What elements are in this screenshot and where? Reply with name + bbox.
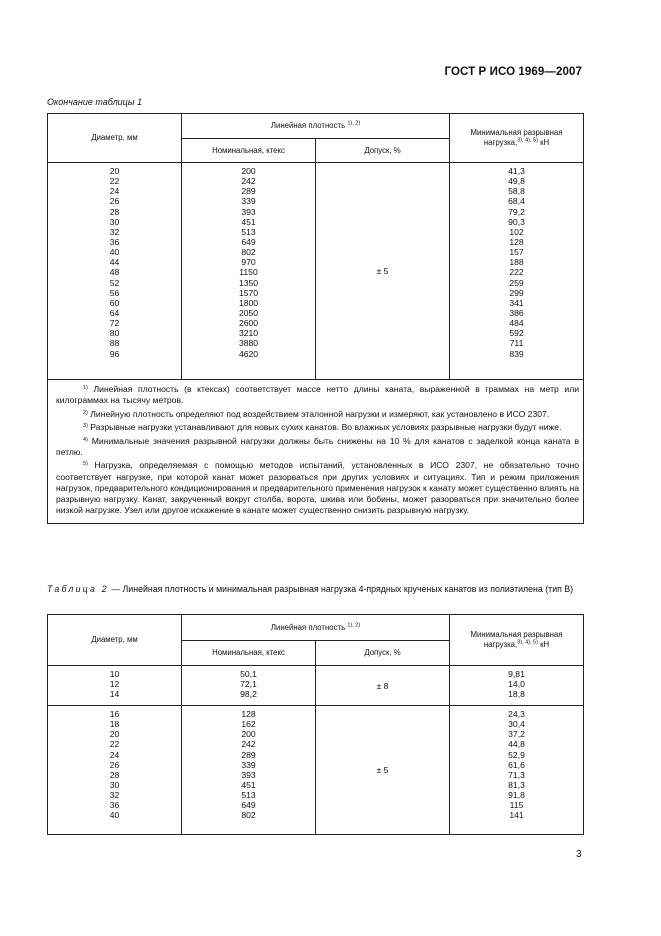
table-cell: 115 (509, 800, 524, 811)
table-cell: 24,3 (508, 709, 525, 719)
table-cell: 28 (109, 206, 120, 217)
table-cell: 60 (109, 297, 120, 308)
table1 (47, 113, 584, 524)
table-cell: 30 (109, 216, 120, 227)
table-cell: 299 (509, 287, 524, 298)
table-cell: 128 (509, 236, 524, 247)
table-cell: 102 (509, 226, 524, 237)
table-cell: 157 (509, 247, 524, 258)
table-cell: 10 (109, 669, 120, 679)
table1-header-diameter: Диаметр, мм (48, 114, 182, 163)
table-cell: 802 (241, 810, 256, 821)
table-cell: 64 (109, 307, 120, 318)
table-cell: 188 (509, 257, 524, 268)
table-cell: 44,8 (508, 739, 525, 750)
table2-group1-diameter-column (48, 666, 182, 706)
table-cell: 339 (241, 196, 256, 207)
table-cell: 20 (109, 729, 120, 740)
table2-header-min-load: Минимальная разрывная нагрузка,$^{3), 4), 5)}$ кН (450, 615, 584, 666)
table-cell: 26 (109, 759, 120, 770)
table-cell: 200 (241, 166, 256, 176)
table2-group1-tolerance-cell: ± 8 (316, 666, 450, 706)
table-cell: 3880 (238, 338, 259, 349)
table1-header-min-load: Минимальная разрывная нагрузка,$^{3), 4), 5)}$ кН (450, 114, 584, 163)
table-cell: 80 (109, 328, 120, 339)
table-cell: 1150 (239, 267, 258, 278)
table-cell: 18 (109, 719, 120, 730)
table1-header-linear-density: Линейная плотность $^{1), 2)}$ (182, 114, 450, 139)
table-cell: 1800 (238, 297, 259, 308)
table-cell: 22 (109, 739, 120, 750)
table-cell: 711 (509, 338, 524, 349)
table-cell: 81,3 (508, 779, 525, 790)
table-cell: 68,4 (508, 196, 525, 207)
table1-diameter-column (48, 163, 182, 380)
table-cell: 16 (109, 709, 120, 719)
footnote: $^{1)}$ Линейная плотность (в ктексах) соответствует массе нетто длины каната, выраженной в граммах на метр или килограммах на тысячу метров. (56, 384, 580, 406)
table-cell: 44 (109, 257, 120, 268)
footnote: $^{4)}$ Минимальные значения разрывной нагрузки должны быть снижены на 10 % для канатов с заделкой конца каната в петлю. (56, 435, 580, 457)
table-cell: 242 (241, 176, 256, 187)
table-cell: 339 (241, 759, 256, 770)
table-cell: 72,1 (240, 679, 257, 690)
table-cell: 96 (109, 348, 120, 359)
table-cell: 649 (241, 236, 256, 247)
table-cell: 12 (109, 679, 120, 690)
table1-footnotes (48, 380, 584, 524)
table-cell: 20 (109, 166, 120, 176)
table1-header-nominal: Номинальная, ктекс (182, 139, 316, 163)
table-cell: 24 (109, 749, 120, 760)
table-cell: 141 (509, 810, 524, 821)
table2-header-nominal: Номинальная, ктекс (182, 641, 316, 666)
table-cell: 393 (241, 206, 256, 217)
table-cell: 32 (109, 790, 120, 801)
table-cell: 30,4 (508, 719, 525, 730)
table-cell: 88 (109, 338, 120, 349)
table2-header-diameter: Диаметр, мм (48, 615, 182, 666)
table-cell: 30 (109, 779, 120, 790)
table-cell: 970 (241, 257, 256, 268)
table-cell: 649 (241, 800, 256, 811)
table-cell: 18,8 (508, 689, 525, 700)
standard-designation: ГОСТ Р ИСО 1969—2007 (444, 66, 582, 78)
table-cell: 49,8 (508, 176, 525, 187)
table-cell: 98,2 (240, 689, 257, 700)
table-cell: 341 (509, 297, 524, 308)
table-cell: 3210 (238, 328, 259, 339)
table-cell: 2600 (238, 318, 259, 329)
table-cell: 4620 (238, 348, 259, 359)
table-cell: 52 (109, 277, 120, 288)
table2-group2-nominal-column (182, 706, 316, 835)
table1-nominal-column (182, 163, 316, 380)
table-cell: 58,8 (508, 186, 525, 197)
table-cell: 200 (241, 729, 256, 740)
table2-group2-diameter-column (48, 706, 182, 835)
table-cell: 41,3 (508, 166, 525, 176)
table-cell: 592 (509, 328, 524, 339)
table-cell: 839 (509, 348, 524, 359)
table-cell: 71,3 (508, 769, 525, 780)
table-cell: 72 (109, 318, 120, 329)
table-cell: 802 (241, 247, 256, 258)
table2-header-tolerance: Допуск, % (316, 641, 450, 666)
table-cell: 91,8 (508, 790, 525, 801)
table-cell: 28 (109, 769, 120, 780)
table-cell: 259 (509, 277, 524, 288)
table-cell: 40 (109, 810, 120, 821)
table-cell: 386 (509, 307, 524, 318)
table-cell: 90,3 (508, 216, 525, 227)
table-cell: 289 (241, 749, 256, 760)
table-cell: 242 (241, 739, 256, 750)
table-cell: 50,1 (240, 669, 257, 679)
table-cell: 484 (509, 318, 524, 329)
table2-group2-tolerance-cell: ± 5 (316, 706, 450, 835)
table-cell: 36 (109, 800, 120, 811)
table2-group1-min-load-column (450, 666, 584, 706)
table-cell: 513 (241, 226, 256, 237)
table-cell: 1570 (238, 287, 259, 298)
table2-group1-nominal-column (182, 666, 316, 706)
table-cell: 14,0 (508, 679, 525, 690)
table-cell: 24 (109, 186, 120, 197)
table2-header-linear-density: Линейная плотность $^{1), 2)}$ (182, 615, 450, 641)
table2-caption: Таблица 2 — Линейная плотность и минимальная разрывная нагрузка 4-прядных крученых канатов из полиэтилена (тип В) (47, 584, 574, 594)
table1-tolerance-cell: ± 5 (316, 163, 450, 380)
table1-header-tolerance: Допуск, % (316, 139, 450, 163)
table-cell: 128 (241, 709, 256, 719)
table-cell: 37,2 (508, 729, 525, 740)
footnote: $^{5)}$ Нагрузка, определяемая с помощью методов испытаний, установленных в ИСО 2307, не обязательно точно соответствует нагрузке, при которой канат может разорваться при других условиях и ситуациях. Тип и режим приложения нагрузок, предварительного кондиционирования и предварительного применения нагрузок к канату может существенно влиять на разрывную нагрузку. Канат, закрученный вокруг столба, ворота, шкива или бобины, может разорваться при значительно более низкой нагрузке. Узел или другое искажение в канате может существенно снизить разрывную нагрузку. (56, 460, 580, 516)
table-cell: 451 (241, 216, 256, 227)
table-cell: 14 (109, 689, 120, 700)
footnote: $^{3)}$ Разрывные нагрузки устанавливают для новых сухих канатов. Во влажных условиях разрывные нагрузки будут ниже. (83, 422, 562, 433)
table-cell: 56 (109, 287, 120, 298)
table-cell: 9,81 (508, 669, 525, 679)
table-cell: 2050 (238, 307, 259, 318)
table2 (47, 614, 584, 835)
table-cell: 162 (241, 719, 256, 730)
table1-continuation-label: Окончание таблицы 1 (47, 97, 142, 107)
page-number: 3 (576, 849, 582, 860)
table-cell: 48 (109, 267, 120, 278)
table-cell: 22 (109, 176, 120, 187)
table-cell: 222 (509, 267, 524, 278)
table-cell: 40 (109, 247, 120, 258)
table1-min-load-column (450, 163, 584, 380)
table-cell: 393 (241, 769, 256, 780)
table-cell: 26 (109, 196, 120, 207)
table-cell: 32 (109, 226, 120, 237)
table-cell: 451 (241, 779, 256, 790)
table-cell: 79,2 (508, 206, 525, 217)
table-cell: 289 (241, 186, 256, 197)
table-cell: 513 (241, 790, 256, 801)
table-cell: 52,9 (508, 749, 525, 760)
table-cell: 36 (109, 236, 120, 247)
table2-group2-min-load-column (450, 706, 584, 835)
table-cell: 61,6 (508, 759, 525, 770)
table-cell: 1350 (238, 277, 259, 288)
footnote: $^{2)}$ Линейную плотность определяют под воздействием эталонной нагрузки и измеряют, как установлено в ИСО 2307. (83, 408, 550, 419)
